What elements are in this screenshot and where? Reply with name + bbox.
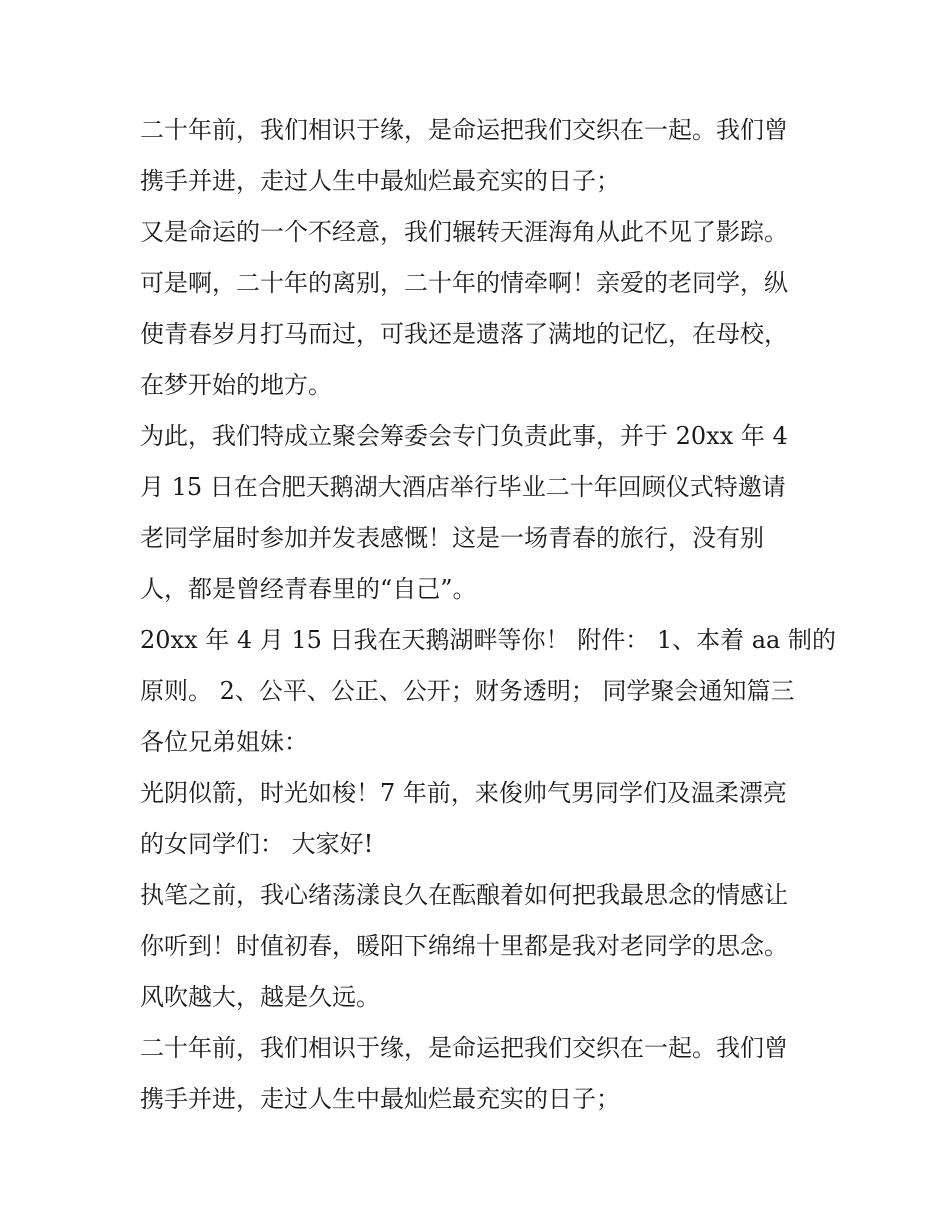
text-line: 风吹越大，越是久远。	[140, 983, 380, 1011]
text-line: 原则。 2、公平、公正、公开；财务透明； 同学聚会通知篇三	[140, 677, 795, 705]
text-line: 各位兄弟姐妹：	[140, 728, 308, 756]
text-line: 二十年前，我们相识于缘，是命运把我们交织在一起。我们曾	[140, 116, 788, 144]
text-line: 老同学届时参加并发表感慨！这是一场青春的旅行，没有别	[140, 524, 764, 552]
text-line: 你听到！时值初春，暖阳下绵绵十里都是我对老同学的思念。	[140, 932, 788, 960]
text-line: 执笔之前，我心绪荡漾良久在酝酿着如何把我最思念的情感让	[140, 881, 788, 909]
text-line: 又是命运的一个不经意，我们辗转天涯海角从此不见了影踪。	[140, 218, 788, 246]
text-line: 使青春岁月打马而过，可我还是遗落了满地的记忆，在母校，	[140, 320, 788, 348]
text-line: 光阴似箭，时光如梭！7 年前，来俊帅气男同学们及温柔漂亮	[140, 779, 787, 807]
text-line: 月 15 日在合肥天鹅湖大酒店举行毕业二十年回顾仪式特邀请	[140, 473, 786, 501]
text-line: 二十年前，我们相识于缘，是命运把我们交织在一起。我们曾	[140, 1034, 788, 1062]
text-line: 人，都是曾经青春里的“自己”。	[140, 575, 477, 603]
text-line: 20xx 年 4 月 15 日我在天鹅湖畔等你！ 附件： 1、本着 aa 制的	[140, 626, 836, 654]
text-line: 携手并进，走过人生中最灿烂最充实的日子；	[140, 167, 620, 195]
text-line: 携手并进，走过人生中最灿烂最充实的日子；	[140, 1085, 620, 1113]
document-body	[140, 105, 836, 1125]
text-line: 为此，我们特成立聚会筹委会专门负责此事，并于 20xx 年 4	[140, 422, 788, 450]
text-line: 的女同学们： 大家好!	[140, 830, 374, 858]
text-line: 可是啊，二十年的离别，二十年的情牵啊！亲爱的老同学，纵	[140, 269, 788, 297]
text-line: 在梦开始的地方。	[140, 371, 332, 399]
